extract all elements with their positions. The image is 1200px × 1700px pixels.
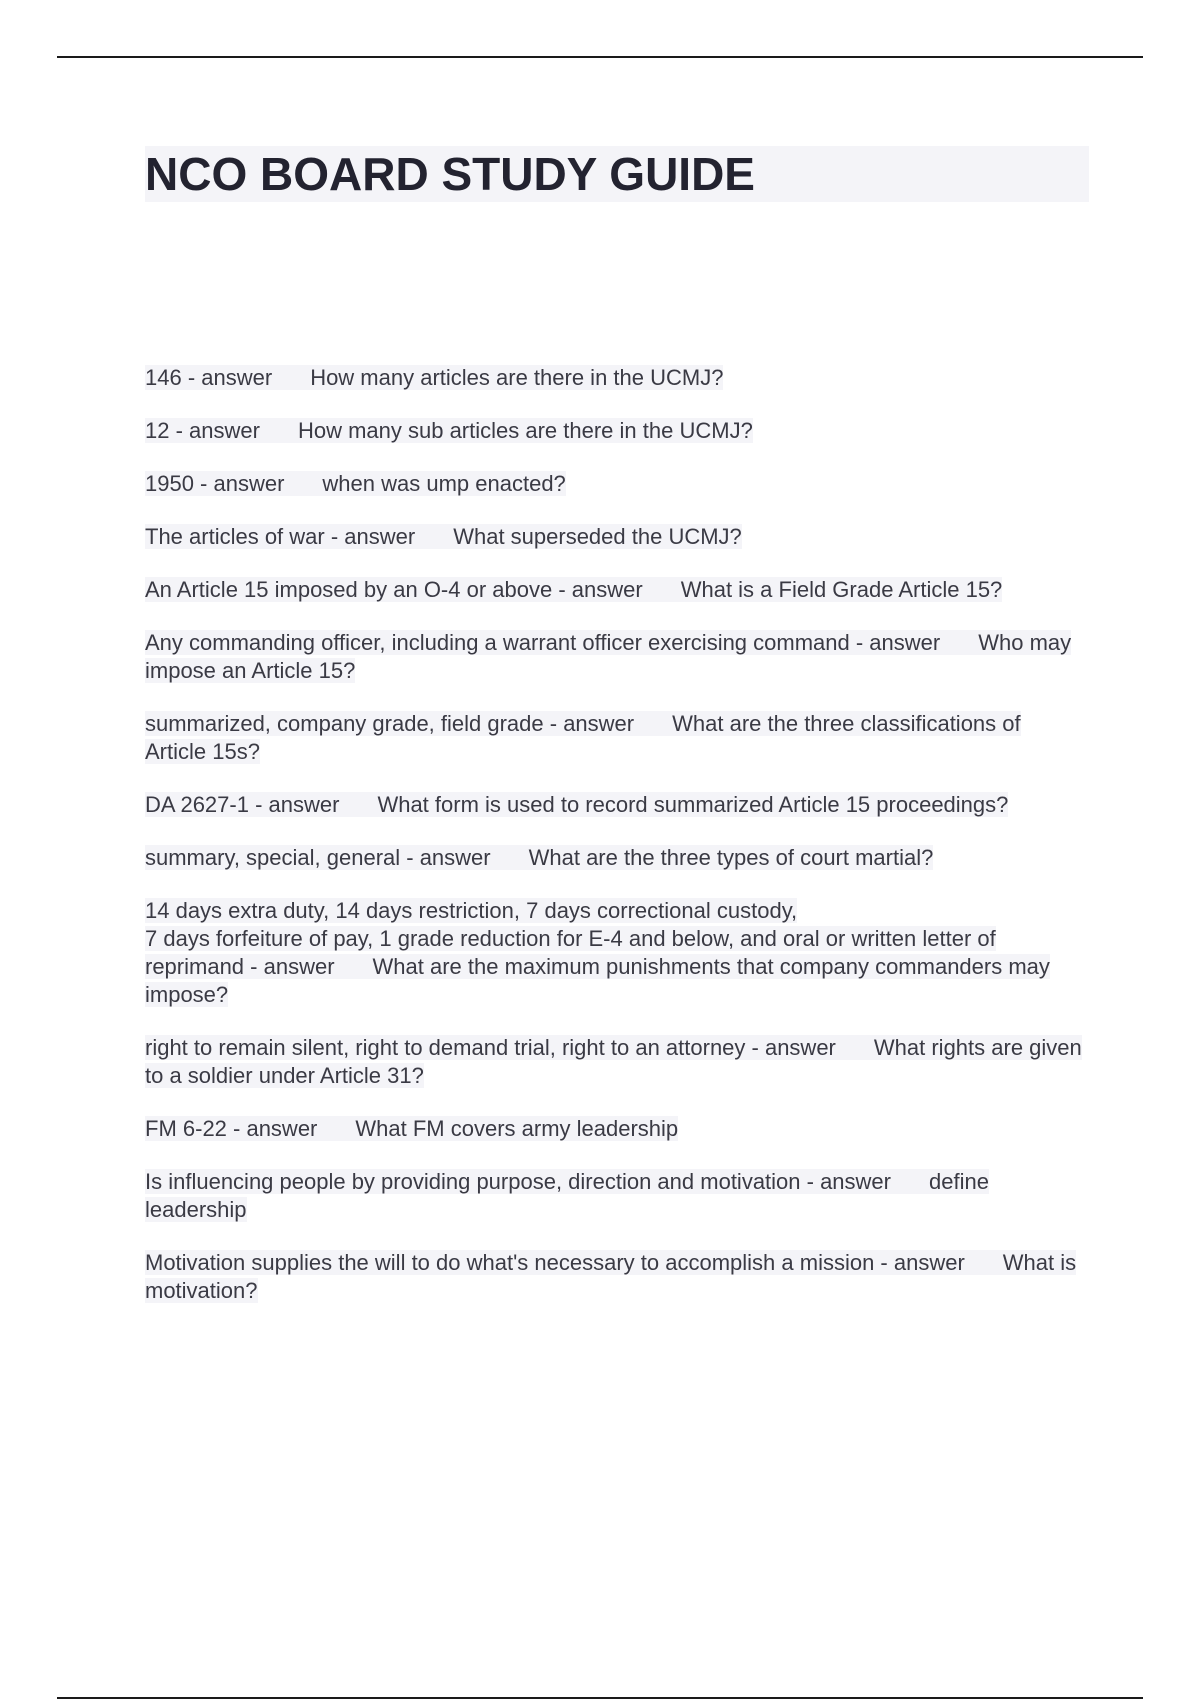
qa-answer: 1950 - answer	[145, 471, 285, 496]
qa-question: when was ump enacted?	[322, 471, 566, 496]
top-rule	[57, 56, 1143, 58]
qa-question: What is motivation?	[145, 1250, 1077, 1303]
qa-entry	[145, 1249, 1085, 1305]
qa-entry	[145, 629, 1085, 685]
page-title: NCO BOARD STUDY GUIDE	[145, 148, 755, 200]
qa-entry	[145, 523, 1085, 551]
qa-question: What rights are given to a soldier under Article 31?	[145, 1035, 1082, 1088]
qa-entry	[145, 1034, 1085, 1090]
qa-question: What are the maximum punishments that company commanders may impose?	[145, 954, 1050, 1007]
qa-answer: summary, special, general - answer	[145, 845, 491, 870]
qa-question: Who may impose an Article 15?	[145, 630, 1072, 683]
qa-question: How many sub articles are there in the UCMJ?	[297, 418, 753, 443]
qa-entry	[145, 417, 1085, 445]
qa-entry	[145, 576, 1085, 604]
qa-entry	[145, 710, 1085, 766]
qa-entry	[145, 1168, 1085, 1224]
qa-answer: 14 days extra duty, 14 days restriction, 7 days correctional custody, 7 days forfeiture of pay, 1 grade reduction for E-4 and below, and oral or written letter of reprimand - answer	[145, 898, 996, 979]
qa-question: define leadership	[145, 1169, 989, 1222]
bottom-rule	[57, 1697, 1143, 1699]
qa-question: What FM covers army leadership	[355, 1116, 679, 1141]
qa-entry	[145, 897, 1085, 1009]
qa-answer: Any commanding officer, including a warrant officer exercising command - answer	[145, 630, 941, 655]
qa-answer: Is influencing people by providing purpose, direction and motivation - answer	[145, 1169, 891, 1194]
qa-answer: right to remain silent, right to demand trial, right to an attorney - answer	[145, 1035, 836, 1060]
qa-entry	[145, 844, 1085, 872]
qa-question: What form is used to record summarized Article 15 proceedings?	[377, 792, 1009, 817]
qa-entry	[145, 1115, 1085, 1143]
qa-question: What superseded the UCMJ?	[453, 524, 742, 549]
qa-question: What is a Field Grade Article 15?	[680, 577, 1003, 602]
qa-answer: Motivation supplies the will to do what's necessary to accomplish a mission - answer	[145, 1250, 965, 1275]
qa-answer: 12 - answer	[145, 418, 260, 443]
title-block	[145, 146, 1089, 202]
qa-question: What are the three types of court martial?	[528, 845, 934, 870]
qa-answer: The articles of war - answer	[145, 524, 416, 549]
qa-question: How many articles are there in the UCMJ?	[310, 365, 724, 390]
qa-question: What are the three classifications of Article 15s?	[145, 711, 1021, 764]
qa-answer: DA 2627-1 - answer	[145, 792, 340, 817]
qa-answer: FM 6-22 - answer	[145, 1116, 318, 1141]
qa-entry	[145, 470, 1085, 498]
qa-entry	[145, 364, 1085, 392]
qa-entry	[145, 791, 1085, 819]
qa-list	[145, 364, 1085, 1330]
qa-answer: 146 - answer	[145, 365, 273, 390]
qa-answer: summarized, company grade, field grade - answer	[145, 711, 635, 736]
qa-answer: An Article 15 imposed by an O-4 or above - answer	[145, 577, 643, 602]
